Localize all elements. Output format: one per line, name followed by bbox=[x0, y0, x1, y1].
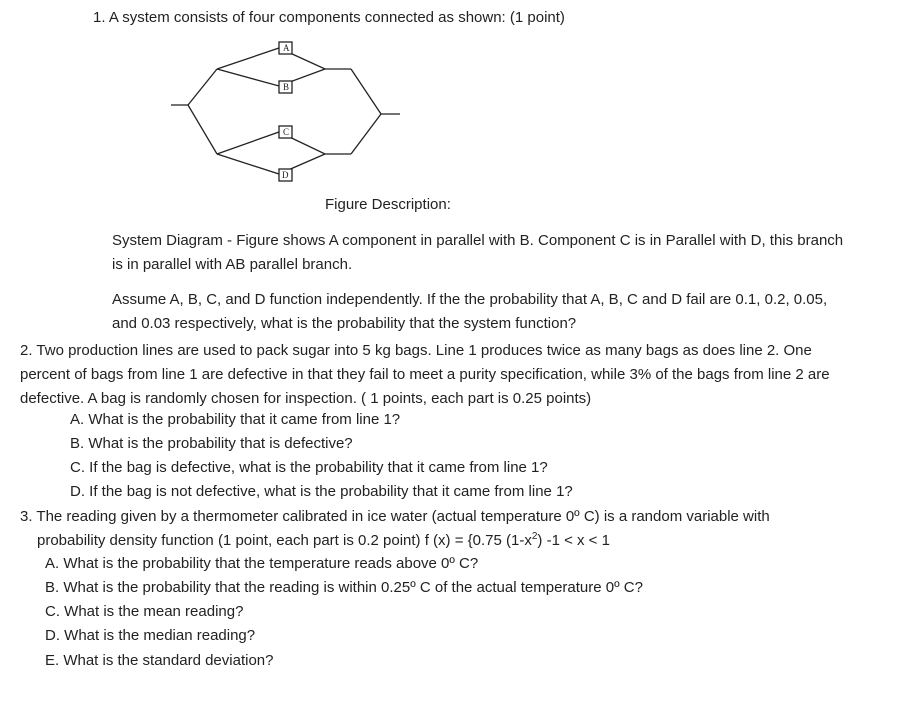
question-2-part-c: C. If the bag is defective, what is the probability that it came from line 1? bbox=[70, 459, 548, 476]
pdf-text-a: probability density function (1 point, each part is 0.2 point) f (x) = {0.75 (1-x bbox=[37, 532, 532, 549]
question-1-assumption: Assume A, B, C, and D function independently. If the the probability that A, B, C and D fail are 0.1, 0.2, 0.05, and 0.03 respectively, what is the probability that the system function? bbox=[112, 291, 828, 332]
question-3-part-d: D. What is the median reading? bbox=[45, 627, 256, 644]
question-3-part-e: E. What is the standard deviation? bbox=[45, 652, 274, 669]
pdf-text-b: ) -1 < x < 1 bbox=[537, 532, 610, 549]
question-2-part-d: D. If the bag is not defective, what is the probability that it came from line 1? bbox=[70, 483, 573, 500]
question-3-line-1: 3. The reading given by a thermometer calibrated in ice water (actual temperature 0º C) is a random variable with bbox=[20, 508, 770, 525]
question-3-part-b: B. What is the probability that the reading is within 0.25º C of the actual temperature 0º C? bbox=[45, 579, 643, 596]
system-diagram bbox=[168, 36, 408, 186]
pdf-exponent: 2 bbox=[531, 531, 538, 542]
question-2-part-b: B. What is the probability that is defective? bbox=[70, 435, 353, 452]
component-c-label: C bbox=[283, 127, 290, 137]
figure-description-heading: Figure Description: bbox=[325, 196, 451, 213]
question-3-line-2 bbox=[37, 531, 610, 551]
component-a-label: A bbox=[283, 43, 290, 53]
question-2-stem bbox=[20, 339, 855, 411]
question-3-part-a: A. What is the probability that the temperature reads above 0º C? bbox=[45, 555, 479, 572]
question-2-text: 2. Two production lines are used to pack sugar into 5 kg bags. Line 1 produces twice as many bags as does line 2. One percent of bags from line 1 are defective in that they fail to meet a purity specification, while 3% of the bags from line 2 are defective. A bag is randomly chosen for inspection. ( 1 points, each part is 0.25 points) bbox=[20, 342, 830, 407]
component-b-label: B bbox=[283, 82, 290, 92]
question-1-title: 1. A system consists of four components connected as shown: (1 point) bbox=[93, 9, 565, 26]
figure-description-text: System Diagram - Figure shows A component in parallel with B. Component C is in Parallel with D, this branch is in parallel with AB parallel branch. bbox=[112, 232, 844, 273]
question-3-part-c: C. What is the mean reading? bbox=[45, 603, 244, 620]
component-d-label: D bbox=[282, 170, 289, 180]
question-2-part-a: A. What is the probability that it came from line 1? bbox=[70, 411, 401, 428]
